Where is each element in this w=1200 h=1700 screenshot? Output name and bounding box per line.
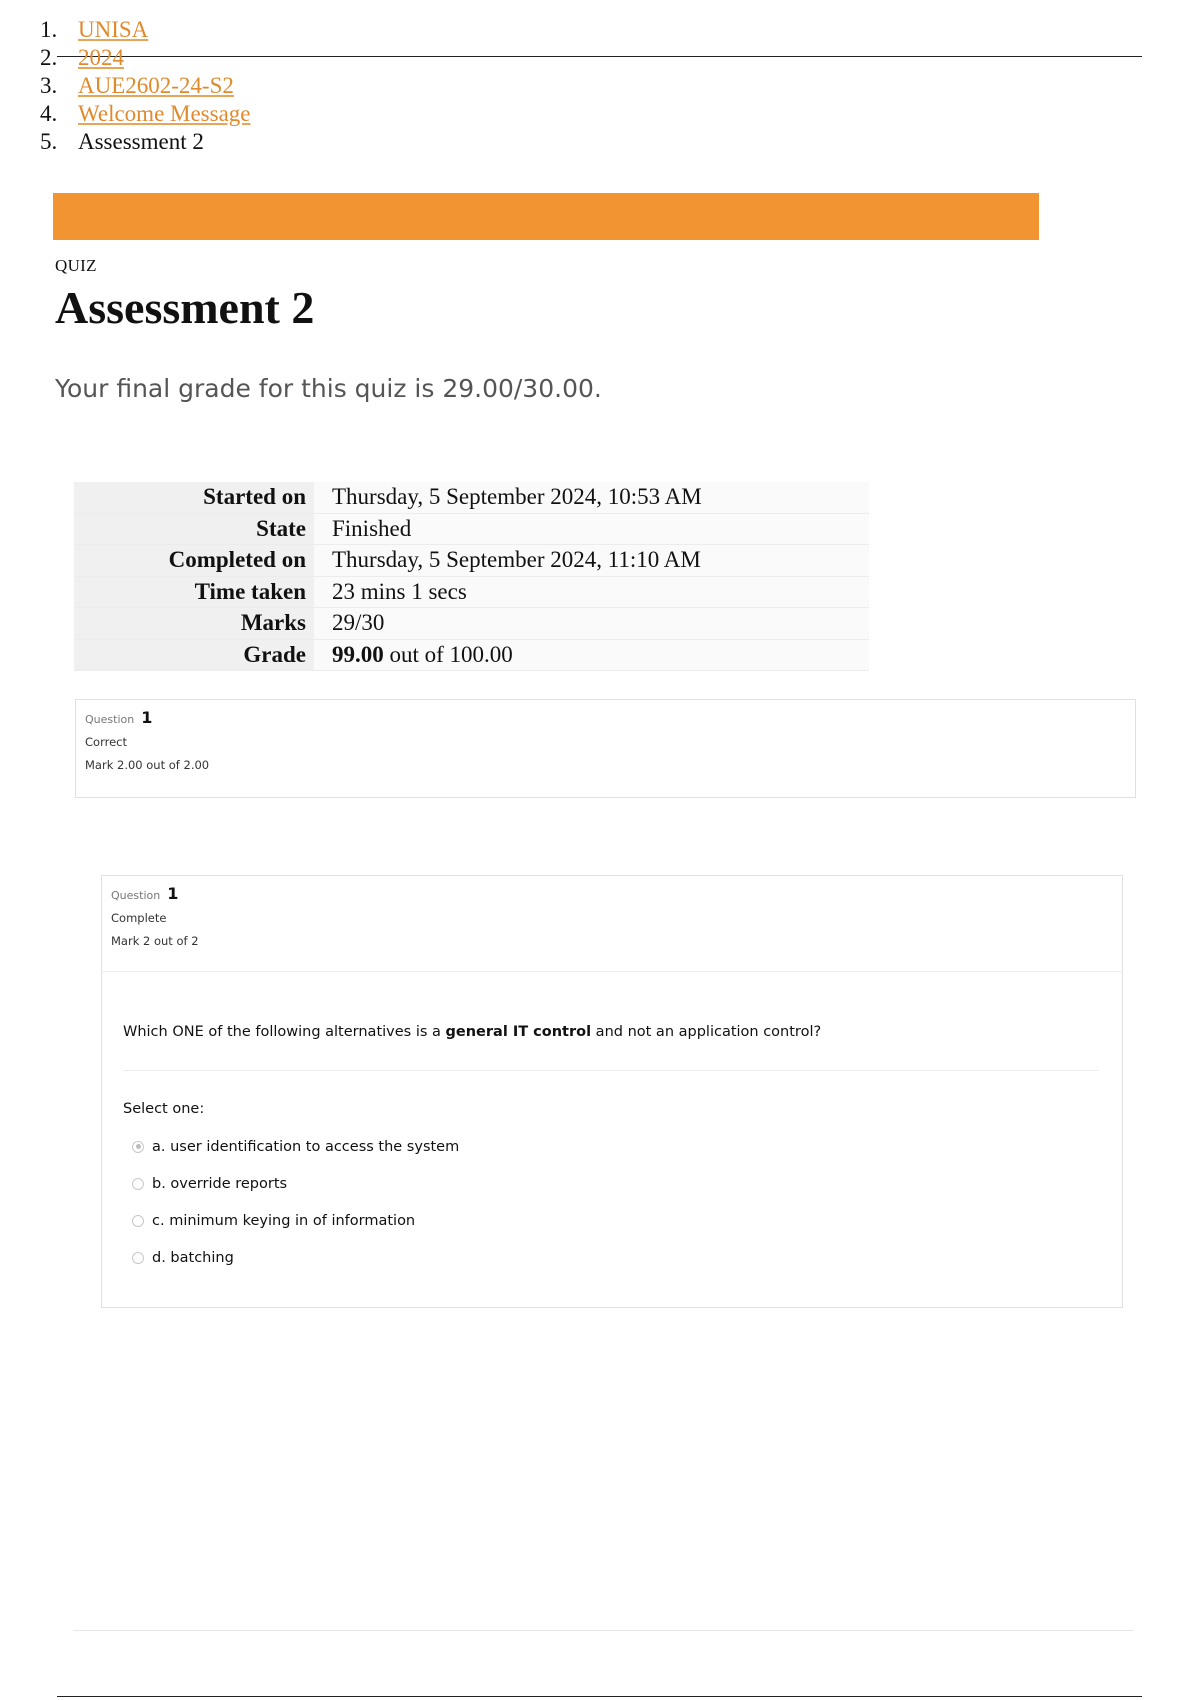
breadcrumb-number: 5.	[40, 129, 58, 154]
breadcrumb-current: Assessment 2	[78, 129, 204, 154]
breadcrumb-item-course	[40, 72, 251, 100]
grade-max: out of 100.00	[389, 641, 513, 667]
radio-selected-icon[interactable]	[132, 1141, 144, 1153]
answer-option-a[interactable]	[132, 1128, 459, 1165]
summary-value: Thursday, 5 September 2024, 10:53 AM	[314, 482, 869, 513]
question-divider	[123, 1070, 1099, 1071]
attempt-summary-table	[74, 482, 869, 671]
breadcrumb-number: 2.	[40, 45, 58, 70]
answer-option-label: a. user identification to access the system	[152, 1138, 460, 1155]
question-mark: Mark 2.00 out of 2.00	[85, 758, 210, 772]
header-banner	[53, 193, 1039, 240]
summary-label: Time taken	[74, 577, 314, 608]
answer-option-label: b. override reports	[152, 1175, 288, 1192]
breadcrumb-item-welcome	[40, 100, 251, 128]
summary-value	[314, 640, 869, 671]
summary-row-grade	[74, 640, 869, 672]
page-title: Assessment 2	[55, 282, 315, 333]
summary-row-started	[74, 482, 869, 514]
question-status: Complete	[111, 911, 167, 925]
question-label: Question	[111, 889, 161, 902]
question-number: 1	[167, 884, 179, 903]
breadcrumb-item-unisa	[40, 16, 251, 44]
summary-value: 23 mins 1 secs	[314, 577, 869, 608]
summary-label: Marks	[74, 608, 314, 639]
summary-label: Completed on	[74, 545, 314, 576]
breadcrumb	[40, 16, 251, 156]
radio-icon[interactable]	[132, 1178, 144, 1190]
question-text	[123, 1024, 821, 1040]
summary-row-time-taken	[74, 577, 869, 609]
question-header	[102, 876, 1122, 972]
grade-score: 99.00	[332, 641, 384, 667]
answer-option-c[interactable]	[132, 1202, 459, 1239]
summary-value: Thursday, 5 September 2024, 11:10 AM	[314, 545, 869, 576]
summary-row-state	[74, 514, 869, 546]
breadcrumb-number: 3.	[40, 73, 58, 98]
summary-value: Finished	[314, 514, 869, 545]
final-grade-text: Your final grade for this quiz is 29.00/30.00.	[55, 374, 602, 403]
question-text-part: Which ONE of the following alternatives is a	[123, 1024, 446, 1040]
summary-row-marks	[74, 608, 869, 640]
question-text-emphasis: general IT control	[445, 1024, 592, 1040]
breadcrumb-item-assessment	[40, 128, 251, 156]
question-card	[101, 875, 1123, 1308]
select-one-label: Select one:	[123, 1101, 205, 1117]
question-number: 1	[141, 708, 153, 727]
summary-label: Grade	[74, 640, 314, 671]
question-info	[76, 700, 1135, 772]
page-kicker: QUIZ	[55, 256, 97, 275]
breadcrumb-link-welcome[interactable]: Welcome Message	[78, 101, 251, 126]
answer-option-d[interactable]	[132, 1239, 459, 1276]
summary-label: State	[74, 514, 314, 545]
question-info	[102, 876, 1122, 948]
radio-icon[interactable]	[132, 1215, 144, 1227]
breadcrumb-link-unisa[interactable]: UNISA	[78, 17, 149, 42]
question-text-part: and not an application control?	[591, 1024, 822, 1040]
breadcrumb-number: 1.	[40, 17, 58, 42]
answer-option-b[interactable]	[132, 1165, 459, 1202]
breadcrumb-link-year[interactable]: 2024	[78, 45, 124, 70]
breadcrumb-link-course[interactable]: AUE2602-24-S2	[78, 73, 234, 98]
bottom-rule	[57, 1696, 1142, 1697]
breadcrumb-number: 4.	[40, 101, 58, 126]
answer-option-label: d. batching	[152, 1249, 234, 1266]
breadcrumb-item-year	[40, 44, 251, 72]
question-status: Correct	[85, 735, 127, 749]
section-divider	[73, 1630, 1133, 1631]
question-info-card	[75, 699, 1136, 798]
radio-icon[interactable]	[132, 1252, 144, 1264]
question-mark: Mark 2 out of 2	[111, 934, 199, 948]
question-label: Question	[85, 713, 135, 726]
summary-value: 29/30	[314, 608, 869, 639]
summary-label: Started on	[74, 482, 314, 513]
answer-option-label: c. minimum keying in of information	[152, 1212, 416, 1229]
answer-options	[132, 1128, 459, 1276]
summary-row-completed	[74, 545, 869, 577]
